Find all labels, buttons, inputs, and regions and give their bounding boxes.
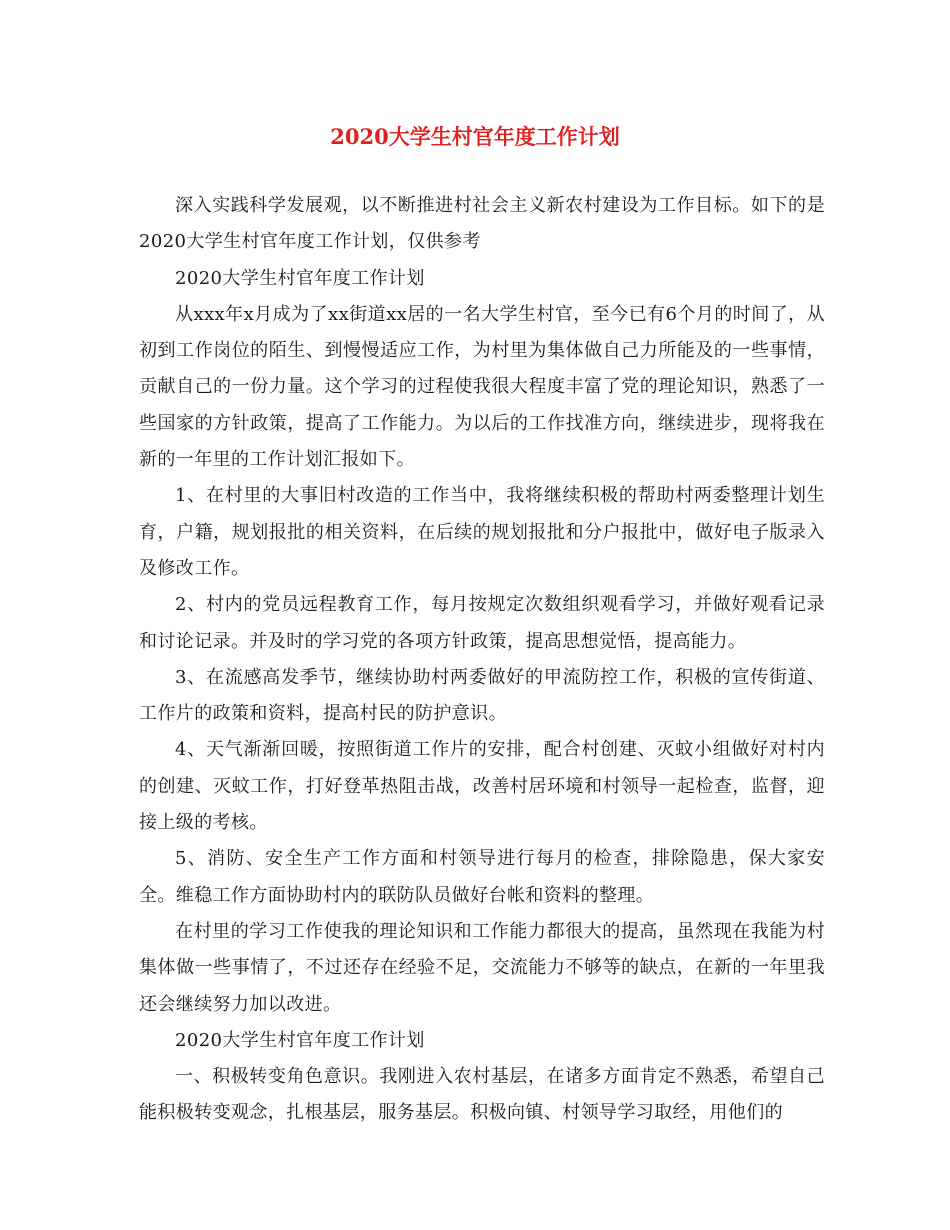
paragraph-intro: 深入实践科学发展观，以不断推进村社会主义新农村建设为工作目标。如下的是2020大学生村官年度工作计划，仅供参考 bbox=[139, 195, 825, 253]
paragraph-item-4: 4、天气渐渐回暖，按照街道工作片的安排，配合村创建、灭蚊小组做好对村内的创建、灭蚊工作，打好登革热阻击战，改善村居环境和村领导一起检查，监督，迎接上级的考核。 bbox=[139, 739, 825, 834]
paragraph-item-5: 5、消防、安全生产工作方面和村领导进行每月的检查，排除隐患，保大家安全。维稳工作方面协助村内的联防队员做好台帐和资料的整理。 bbox=[139, 848, 825, 906]
paragraph-subheading: 2020大学生村官年度工作计划 bbox=[175, 267, 425, 289]
paragraph-subheading-2: 2020大学生村官年度工作计划 bbox=[175, 1029, 425, 1051]
document-title: 2020大学生村官年度工作计划 bbox=[330, 124, 620, 149]
paragraph-item-1: 1、在村里的大事旧村改造的工作当中，我将继续积极的帮助村两委整理计划生育，户籍，规划报批的相关资料，在后续的规划报批和分户报批中，做好电子版录入及修改工作。 bbox=[139, 485, 825, 579]
paragraph-section-1: 一、积极转变角色意识。我刚进入农村基层，在诸多方面肯定不熟悉，希望自己能积极转变观念，扎根基层，服务基层。积极向镇、村领导学习取经，用他们的 bbox=[139, 1066, 825, 1124]
paragraph-overview: 从xxx年x月成为了xx街道xx居的一名大学生村官，至今已有6个月的时间了，从初到工作岗位的陌生、到慢慢适应工作，为村里为集体做自己力所能及的一些事情，贡献自己的一份力量。这个学习的过程使我很大程度丰富了党的理论知识，熟悉了一些国家的方针政策，提高了工作能力。为以后的工作找准方向，继续进步，现将我在新的一年里的工作计划汇报如下。 bbox=[139, 303, 825, 471]
document-body bbox=[139, 188, 825, 1132]
paragraph-item-3: 3、在流感高发季节，继续协助村两委做好的甲流防控工作，积极的宣传街道、工作片的政策和资料，提高村民的防护意识。 bbox=[139, 666, 825, 725]
paragraph-item-2: 2、村内的党员远程教育工作，每月按规定次数组织观看学习，并做好观看记录和讨论记录。并及时的学习党的各项方针政策，提高思想觉悟，提高能力。 bbox=[139, 594, 825, 652]
paragraph-summary: 在村里的学习工作使我的理论知识和工作能力都很大的提高，虽然现在我能为村集体做一些事情了，不过还存在经验不足，交流能力不够等的缺点，在新的一年里我还会继续努力加以改进。 bbox=[139, 920, 825, 1015]
